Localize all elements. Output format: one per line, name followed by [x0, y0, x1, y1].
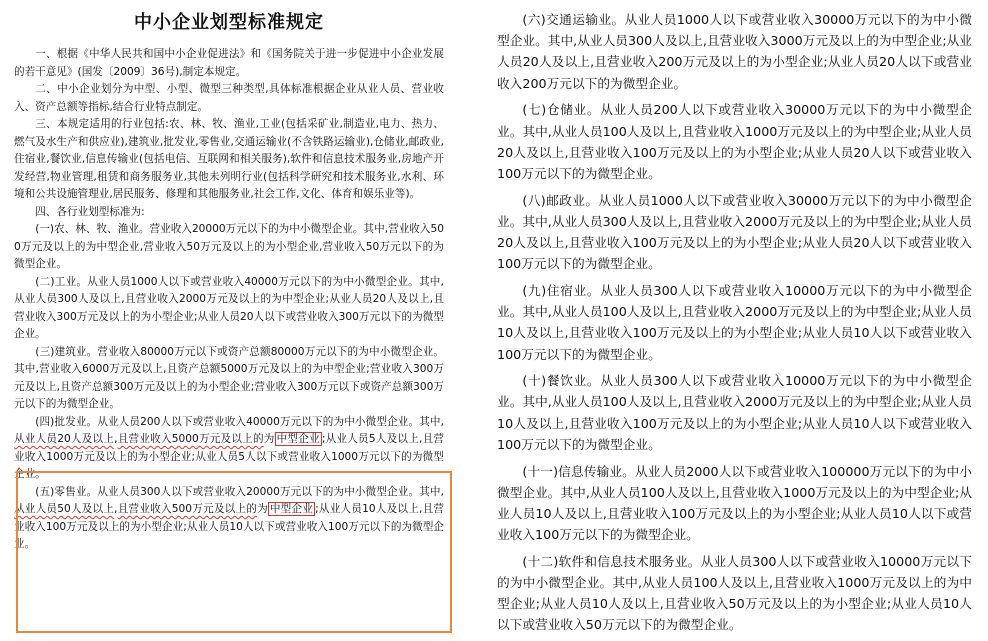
text-segment: (五)零售业。从业人员300人以下或营业收入20000万元以下的为中小微型企业。其中, — [35, 485, 444, 498]
paragraph-wholesale — [14, 414, 444, 484]
boxed-text: 中型企业 — [276, 433, 320, 445]
paragraph-software-services: (十二)软件和信息技术服务业。从业人员300人以下或营业收入10000万元以下的为中小微型企业。其中,从业人员100人及以上,且营业收入1000万元及以上的为中型企业;从业人员10人及以上,且营业收入50万元及以上的为小型企业;从业人员10人以下或营业收入50万元以下的为微型企业。 — [497, 553, 972, 633]
left-column — [14, 0, 444, 554]
paragraph-catering: (十)餐饮业。从业人员300人以下或营业收入10000万元以下的为中小微型企业。其中,从业人员100人及以上,且营业收入2000万元及以上的为中型企业;从业人员10人及以上,且营业收入100万元及以上的为小型企业;从业人员10人以下或营业收入100万元以下的为微型企业。 — [497, 373, 972, 452]
text-segment: , — [114, 433, 118, 445]
paragraph-4: 四、各行业划型标准为: — [35, 205, 145, 218]
text-segment: ;从业人员5人及以上,且营业收入1000万元及以上的为小型企业;从业人员5人以下或营业收入1000万元以下的为微型企业。 — [14, 433, 445, 480]
paragraph-agriculture: (一)农、林、牧、渔业。营业收入20000万元以下的为中小微型企业。其中,营业收入500万元及以上的为中型企业,营业收入50万元及以上的为小型企业,营业收入50万元以下的为微型企业。 — [14, 223, 444, 270]
paragraph-1: 一、根据《中华人民共和国中小企业促进法》和《国务院关于进一步促进中小企业发展的若干意见》(国发〔2009〕36号),制定本规定。 — [14, 48, 444, 78]
text-segment: ;从业人员10人及以上,且营业收入100万元及以上的为小型企业;从业人员10人以下或营业收入100万元以下的为微型企业。 — [14, 503, 445, 550]
underlined-text: 从业人员50人及以上 — [14, 503, 115, 515]
paragraph-construction: (三)建筑业。营业收入80000万元以下或资产总额80000万元以下的为中小微型企业。其中,营业收入6000万元及以上,且资产总额5000万元及以上的为中型企业;营业收入300万元及以上,且资产总额300万元及以上的为小型企业;营业收入300万元以下或资产总额300万元以下的为微型企业。 — [14, 345, 444, 410]
paragraph-industry: (二)工业。从业人员1000人以下或营业收入40000万元以下的为中小微型企业。其中,从业人员300人及以上,且营业收入2000万元及以上的为中型企业;从业人员20人及以上,且营业收入300万元及以上的为小型企业;从业人员20人以下或营业收入300万元以下的为微型企业。 — [14, 275, 444, 340]
text-segment: , — [114, 503, 118, 515]
paragraph-warehousing: (七)仓储业。从业人员200人以下或营业收入30000万元以下的为中小微型企业。其中,从业人员100人及以上,且营业收入1000万元及以上的为中型企业;从业人员20人及以上,且营业收入100万元及以上的为小型企业;从业人员20人以下或营业收入100万元以下的为微型企业。 — [497, 102, 972, 181]
paragraph-accommodation: (九)住宿业。从业人员300人以下或营业收入10000万元以下的为中小微型企业。其中,从业人员100人及以上,且营业收入2000万元及以上的为中型企业;从业人员10人及以上,且营业收入100万元及以上的为小型企业;从业人员10人以下或营业收入100万元以下的为微型企业。 — [497, 282, 972, 362]
paragraph-3: 三、本规定适用的行业包括:农、林、牧、渔业,工业(包括采矿业,制造业,电力、热力、燃气及水生产和供应业),建筑业,批发业,零售业,交通运输业(不含铁路运输业),仓储业,邮政业,住宿业,餐饮业,信息传输业(包括电信、互联网和相关服务),软件和信息技术服务业,房地产开发经营,物业管理,租赁和商务服务业,其他未列明行业(包括科学研究和技术服务业,水利、环境和公共设施管理业,居民服务、修理和其他服务业,社会工作,文化、体育和娱乐业等)。 — [14, 118, 444, 200]
underlined-text: 从业人员20人及以上 — [14, 433, 115, 445]
boxed-text: 中型企业 — [269, 503, 314, 515]
text-segment: (四)批发业。从业人员200人以下或营业收入40000万元以下的为中小微型企业。其中, — [35, 415, 444, 428]
underlined-text: 且营业收入5000万元及以上的 — [117, 433, 264, 445]
paragraph-2: 二、中小企业划分为中型、小型、微型三种类型,具体标准根据企业从业人员、营业收入、资产总额等指标,结合行业特点制定。 — [14, 83, 444, 113]
paragraph-postal: (八)邮政业。从业人员1000人以下或营业收入30000万元以下的为中小微型企业。其中,从业人员300人及以上,且营业收入2000万元及以上的为中型企业;从业人员20人及以上,且营业收入100万元及以上的为小型企业;从业人员20人以下或营业收入100万元以下的为微型企业。 — [497, 192, 972, 272]
paragraph-transport: (六)交通运输业。从业人员1000人以下或营业收入30000万元以下的为中小微型企业。其中,从业人员300人及以上,且营业收入3000万元及以上的为中型企业;从业人员20人及以上,且营业收入200万元及以上的为小型企业;从业人员20人以下或营业收入200万元以下的为微型企业。 — [497, 12, 972, 91]
document-title: 中小企业划型标准规定 — [134, 12, 324, 33]
text-segment: 为 — [263, 433, 275, 445]
underlined-text: 且营业收入500万元及以上的 — [117, 503, 258, 515]
paragraph-information-transmission: (十一)信息传输业。从业人员2000人以下或营业收入100000万元以下的为中小微型企业。其中,从业人员100人及以上,且营业收入1000万元及以上的为中型企业;从业人员10人及以上,且营业收入100万元及以上的为小型企业;从业人员10人以下或营业收入100万元以下的为微型企业。 — [497, 463, 972, 543]
right-column — [497, 0, 972, 641]
text-segment: 为 — [257, 503, 268, 515]
paragraph-retail — [14, 484, 444, 554]
